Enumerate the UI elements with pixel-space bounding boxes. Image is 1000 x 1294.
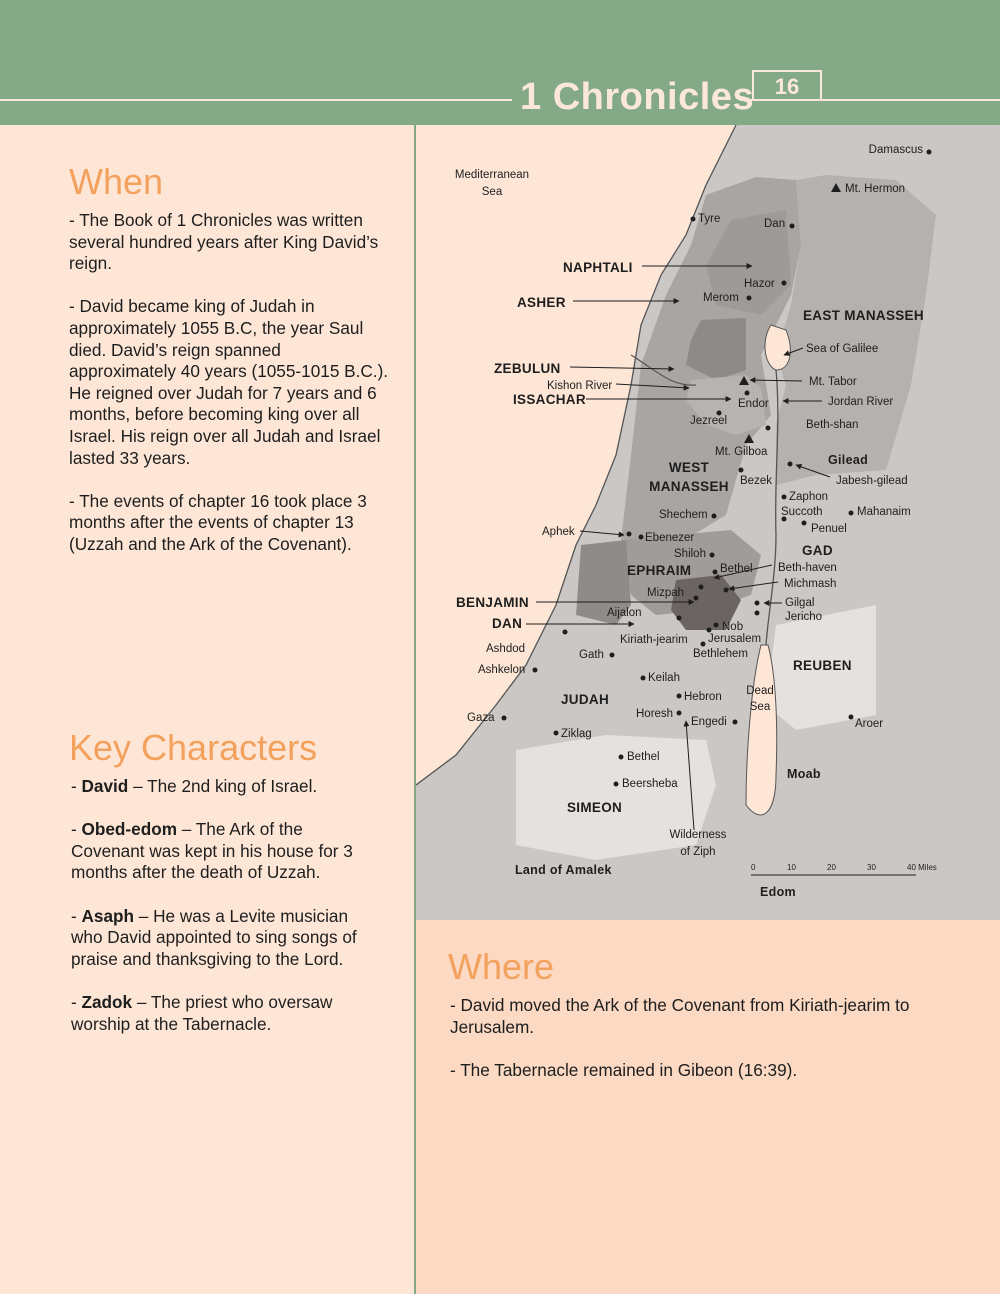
place-dead-sea: Sea <box>749 701 771 713</box>
city-dot <box>554 731 559 736</box>
region-issachar: ISSACHAR <box>513 392 586 407</box>
key-characters-heading: Key Characters <box>69 727 318 768</box>
city-dot <box>788 462 793 467</box>
header-band <box>0 0 1000 125</box>
city-dot <box>677 616 682 621</box>
place-jezreel: Jezreel <box>690 415 728 427</box>
place-mizpah: Mizpah <box>647 587 685 599</box>
place-hazor: Hazor <box>744 278 775 290</box>
place-bezek: Bezek <box>740 475 772 487</box>
when-body <box>69 210 389 577</box>
city-dot <box>627 532 632 537</box>
place-bethel-north: Bethel <box>720 563 753 575</box>
region-judah: JUDAH <box>561 692 610 707</box>
character-name: Asaph <box>81 905 135 926</box>
region-amalek: Land of Amalek <box>515 863 612 877</box>
region-reuben: REUBEN <box>793 658 852 673</box>
scale-tick-label: 30 <box>867 863 876 872</box>
place-hebron: Hebron <box>684 691 722 703</box>
place-jordan: Jordan River <box>828 396 894 408</box>
region-gad: GAD <box>802 543 833 558</box>
simeon-territory <box>516 735 716 860</box>
scale-tick-label: 10 <box>787 863 796 872</box>
place-bethshan: Beth-shan <box>806 419 859 431</box>
character-name: David <box>81 776 129 796</box>
city-dot <box>747 296 752 301</box>
place-gilboa: Mt. Gilboa <box>715 446 768 458</box>
place-ashkelon: Ashkelon <box>478 664 526 676</box>
city-dot <box>802 521 807 526</box>
place-horesh: Horesh <box>636 708 674 720</box>
place-dead-sea: Dead <box>746 685 774 697</box>
region-moab: Moab <box>787 767 821 781</box>
region-east-manasseh: EAST MANASSEH <box>803 308 924 323</box>
place-bethel-south: Bethel <box>627 751 660 763</box>
place-ashdod: Ashdod <box>486 643 526 655</box>
where-heading: Where <box>448 946 555 987</box>
key-characters-body <box>71 776 381 1057</box>
city-dot <box>724 588 729 593</box>
city-dot <box>849 715 854 720</box>
place-ziph: of Ziph <box>680 846 716 858</box>
when-heading: When <box>69 161 164 202</box>
scale-tick-label: 0 <box>751 863 756 872</box>
city-dot <box>619 755 624 760</box>
place-michmash: Michmash <box>784 578 837 590</box>
place-gaza: Gaza <box>467 712 495 724</box>
place-bethlehem: Bethlehem <box>693 648 748 660</box>
city-dot <box>710 553 715 558</box>
tribal-territories-map <box>416 125 1000 920</box>
city-dot <box>849 511 854 516</box>
place-ziklag: Ziklag <box>561 728 592 740</box>
character-name: Zadok <box>81 991 133 1012</box>
character-item: - Asaph – He was a Levite musician who David appointed to sing songs of praise and thanksgiving to the Lord. <box>71 905 357 969</box>
place-gilgal: Gilgal <box>785 597 815 609</box>
header-rule-left <box>0 99 512 101</box>
where-body <box>450 995 960 1103</box>
place-engedi: Engedi <box>691 716 727 728</box>
place-tabor: Mt. Tabor <box>809 376 857 388</box>
place-aroer: Aroer <box>855 718 884 730</box>
city-dot <box>502 716 507 721</box>
city-dot <box>755 611 760 616</box>
place-nob: Nob <box>722 621 744 633</box>
place-beersheba: Beersheba <box>622 778 678 790</box>
city-dot <box>563 630 568 635</box>
place-keilah: Keilah <box>648 672 680 684</box>
city-dot <box>712 514 717 519</box>
when-paragraph: - David became king of Judah in approximately 1055 B.C, the year Saul died. David’s reign spanned approximately 40 years (1055-1015 B.C.). He reigned over Judah for 7 years and 6 months, before becoming king over all Israel. His reign over all Judah and Israel lasted 33 years. <box>69 296 389 468</box>
character-item: - Obed-edom – The Ark of the Covenant was kept in his house for 3 months after the death of Uzzah. <box>71 819 353 883</box>
when-paragraph: - The events of chapter 16 took place 3 months after the events of chapter 13 (Uzzah and the Ark of the Covenant). <box>69 490 367 554</box>
city-dot <box>639 535 644 540</box>
place-kiriath: Kiriath-jearim <box>620 634 688 646</box>
place-kishon: Kishon River <box>547 380 613 392</box>
place-shechem: Shechem <box>659 509 708 521</box>
region-ephraim: EPHRAIM <box>627 563 692 578</box>
character-item: - David – The 2nd king of Israel. <box>71 776 318 796</box>
place-aijalon: Aijalon <box>607 607 642 619</box>
place-jabesh: Jabesh-gilead <box>836 475 908 487</box>
place-bethhaven: Beth-haven <box>778 562 837 574</box>
place-damascus: Damascus <box>868 144 923 156</box>
page-number: 16 <box>752 70 822 100</box>
city-dot <box>782 495 787 500</box>
city-dot <box>610 653 615 658</box>
place-gath: Gath <box>579 649 604 661</box>
city-dot <box>927 150 932 155</box>
character-item: - Zadok – The priest who oversaw worship at the Tabernacle. <box>71 991 333 1034</box>
when-paragraph: - The Book of 1 Chronicles was written several hundred years after King David’s reign. <box>69 210 379 274</box>
place-mahanaim: Mahanaim <box>857 506 911 518</box>
place-hermon: Mt. Hermon <box>845 183 906 195</box>
where-paragraph: - The Tabernacle remained in Gibeon (16:39). <box>450 1059 798 1080</box>
region-zebulun: ZEBULUN <box>494 361 561 376</box>
sea-label: Sea <box>481 186 503 198</box>
city-dot <box>707 628 712 633</box>
city-dot <box>739 468 744 473</box>
place-jericho: Jericho <box>785 611 823 623</box>
place-succoth: Succoth <box>781 506 823 518</box>
sea-of-galilee <box>765 325 790 370</box>
place-dan: Dan <box>764 218 786 230</box>
place-penuel: Penuel <box>811 523 847 535</box>
city-dot <box>691 217 696 222</box>
place-merom: Merom <box>703 292 739 304</box>
city-dot <box>614 782 619 787</box>
city-dot <box>790 224 795 229</box>
city-dot <box>533 668 538 673</box>
place-jerusalem: Jerusalem <box>708 633 762 645</box>
region-west-manasseh: MANASSEH <box>649 479 729 494</box>
region-benjamin: BENJAMIN <box>456 595 529 610</box>
sea-label: Mediterranean <box>454 169 530 181</box>
region-asher: ASHER <box>517 295 566 310</box>
place-tyre: Tyre <box>698 213 721 225</box>
region-west-manasseh: WEST <box>668 460 710 475</box>
city-dot <box>677 711 682 716</box>
place-shiloh: Shiloh <box>674 548 706 560</box>
city-dot <box>745 391 750 396</box>
city-dot <box>699 585 704 590</box>
place-galilee: Sea of Galilee <box>806 343 879 355</box>
region-naphtali: NAPHTALI <box>563 260 633 275</box>
region-edom: Edom <box>760 885 796 899</box>
place-endor: Endor <box>738 398 769 410</box>
city-dot <box>714 623 719 628</box>
region-dan: DAN <box>492 616 523 631</box>
scale-tick-label: 20 <box>827 863 836 872</box>
place-aphek: Aphek <box>542 526 575 538</box>
city-dot <box>766 426 771 431</box>
city-dot <box>733 720 738 725</box>
region-simeon: SIMEON <box>567 800 623 815</box>
scale-tick-label: 40 Miles <box>907 863 937 872</box>
city-dot <box>755 601 760 606</box>
city-dot <box>641 676 646 681</box>
city-dot <box>694 596 699 601</box>
city-dot <box>713 570 718 575</box>
place-ziph: Wilderness <box>669 829 727 841</box>
region-gilead: Gilead <box>828 453 869 467</box>
place-ebenezer: Ebenezer <box>645 532 695 544</box>
book-title: 1 Chronicles <box>520 76 755 118</box>
city-dot <box>677 694 682 699</box>
character-name: Obed-edom <box>81 819 177 840</box>
city-dot <box>782 281 787 286</box>
city-dot <box>701 642 706 647</box>
where-paragraph: - David moved the Ark of the Covenant from Kiriath-jearim to Jerusalem. <box>450 995 910 1037</box>
place-zaphon: Zaphon <box>789 491 829 503</box>
